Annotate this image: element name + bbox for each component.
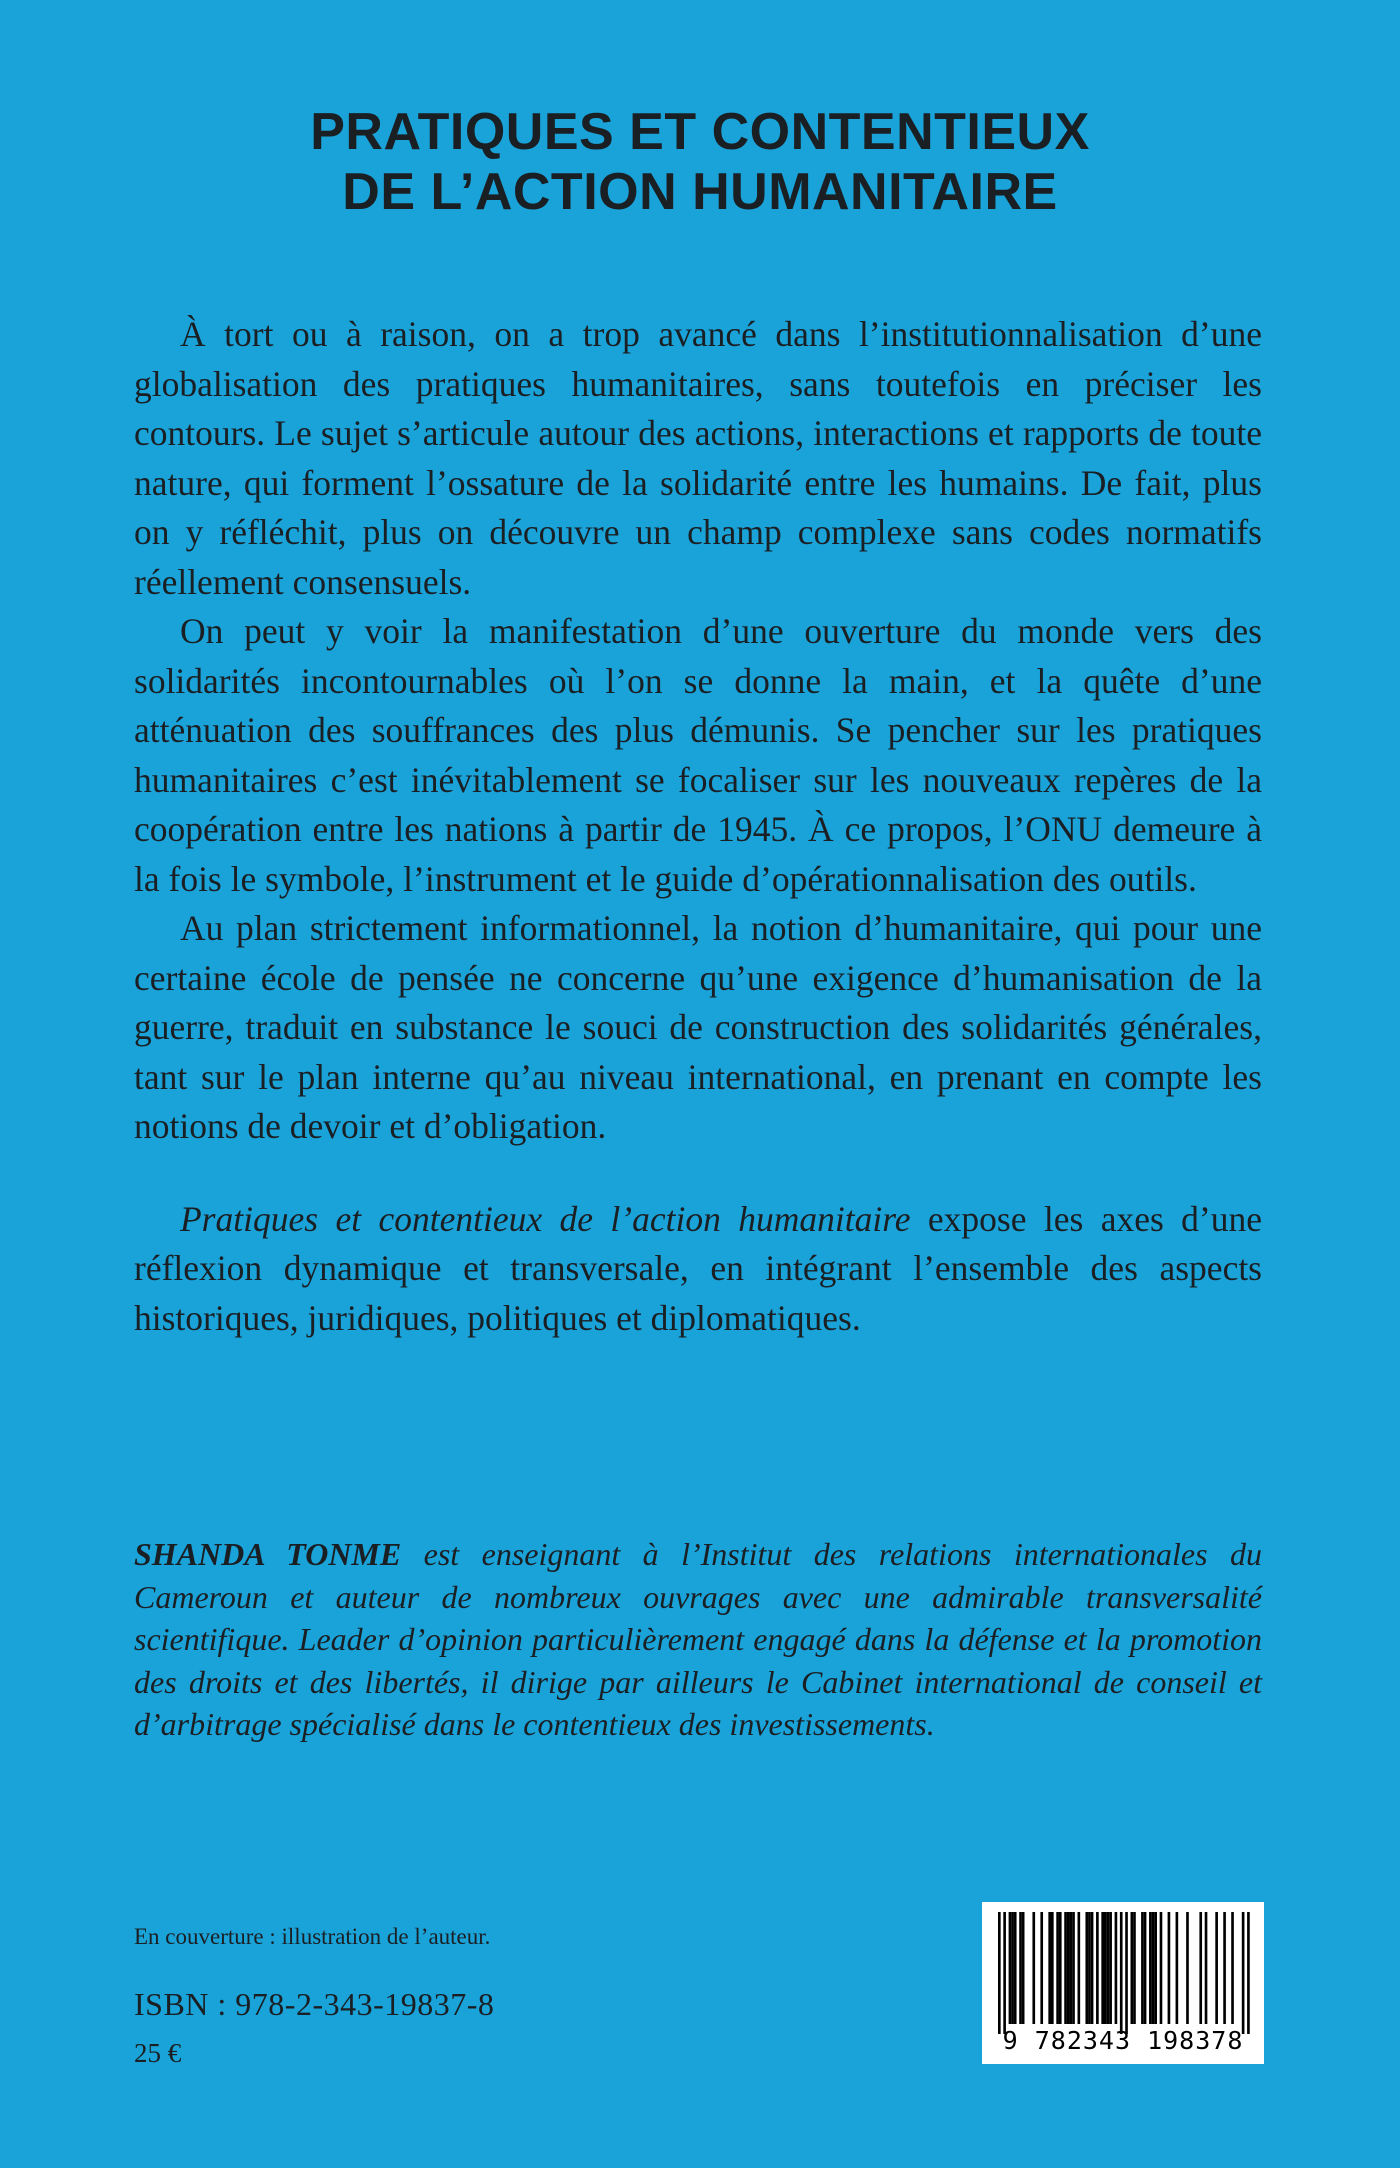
barcode-bar (998, 1912, 1001, 2034)
book-title (0, 102, 1400, 222)
barcode-bar (1070, 1912, 1073, 2024)
barcode-bar (1205, 1912, 1208, 2024)
barcode-bar (1199, 1912, 1202, 2024)
barcode-bar (1223, 1912, 1226, 2024)
summary-text (134, 310, 1262, 1343)
isbn: ISBN : 978-2-343-19837-8 (134, 1986, 495, 2022)
barcode-bar (1085, 1912, 1088, 2024)
barcode-bar (1019, 1912, 1022, 2024)
summary-paragraph-4 (134, 1195, 1262, 1344)
barcode-bar (1072, 1912, 1075, 2024)
barcode-bar (1231, 1912, 1234, 2024)
author-bio (134, 1533, 1262, 1746)
barcode-bar (1242, 1912, 1245, 2034)
barcode-bar (1009, 1912, 1012, 2024)
barcode-bar (1149, 1912, 1152, 2024)
barcode-bar (1014, 1912, 1017, 2024)
barcode-bar (1141, 1912, 1144, 2024)
summary-paragraph-4-rest: expose les axes d’une réflexion dynamique et transversale, en intégrant l’ensemble des aspects historiques, juridiques, politiques et diplomatiques. (134, 1198, 1263, 1338)
barcode-bar (1032, 1912, 1035, 2024)
book-title-line-2: DE L’ACTION HUMANITAIRE (342, 163, 1058, 221)
barcode-bar (1120, 1912, 1123, 2034)
barcode-bar (1096, 1912, 1099, 2024)
barcode-bar (1144, 1912, 1147, 2024)
barcode (982, 1902, 1264, 2064)
summary-paragraph-1: À tort ou à raison, on a trop avancé dans l’institutionnalisation d’une globalisation des pratiques humanitaires, sans toutefois en préciser les contours. Le sujet s’articule autour des actions, interactions et rapports de toute nature, qui forment l’ossature de la solidarité entre les humains. De fait, plus on y réfléchit, plus on découvre un champ complexe sans codes normatifs réellement consensuels. (134, 314, 1262, 602)
author-bio-text: est enseignant à l’Institut des relations internationales du Cameroun et auteur de nombreux ouvrages avec une admirable transversalité scientifique. Leader d’opinion particulièrement engagé dans la défense et la promotion des droits et des libertés, il dirige par ailleurs le Cabinet international de conseil et d’arbitrage spécialisé dans le contentieux des investissements. (134, 1536, 1263, 1742)
barcode-bar (1040, 1912, 1043, 2024)
author-name: SHANDA TONME (134, 1536, 402, 1572)
barcode-bar (1056, 1912, 1059, 2024)
barcode-bar (1247, 1912, 1250, 2034)
barcode-bar (1109, 1912, 1112, 2024)
barcode-bar (1022, 1912, 1025, 2024)
barcode-bar (1186, 1912, 1189, 2024)
book-title-line-1: PRATIQUES ET CONTENTIEUX (310, 103, 1090, 161)
barcode-bar (1133, 1912, 1136, 2024)
barcode-bar (1107, 1912, 1110, 2024)
barcode-bar (1215, 1912, 1218, 2024)
barcode-bar (1131, 1912, 1134, 2024)
summary-paragraph-3: Au plan strictement informationnel, la notion d’humanitaire, qui pour une certaine école de pensée ne concerne qu’une exigence d’humanisation de la guerre, traduit en substance le souci de construction des solidarités générales, tant sur le plan interne qu’au niveau international, en prenant en compte les notions de devoir et d’obligation. (134, 908, 1262, 1146)
barcode-bar (1176, 1912, 1179, 2024)
barcode-bar (1067, 1912, 1070, 2024)
barcode-bar (1088, 1912, 1091, 2024)
barcode-bar (1059, 1912, 1062, 2024)
barcode-bar (1003, 1912, 1006, 2034)
barcode-bar (1078, 1912, 1081, 2024)
summary-paragraph-2: On peut y voir la manifestation d’une ouverture du monde vers des solidarités incontournables où l’on se donne la main, et la quête d’une atténuation des souffrances des plus démunis. Se pencher sur les pratiques humanitaires c’est inévitablement se focaliser sur les nouveaux repères de la coopération entre les nations à partir de 1945. À ce propos, l’ONU demeure à la fois le symbole, l’instrument et le guide d’opérationnalisation des outils. (134, 611, 1262, 899)
barcode-bar (1115, 1912, 1118, 2024)
barcode-bar (1154, 1912, 1157, 2024)
barcode-bar (1101, 1912, 1104, 2024)
barcode-bar (1051, 1912, 1054, 2024)
barcode-bar (1011, 1912, 1014, 2024)
price: 25 € (134, 2038, 182, 2068)
barcode-bar (1064, 1912, 1067, 2024)
barcode-bar (1152, 1912, 1155, 2024)
barcode-bar (1125, 1912, 1128, 2034)
barcode-bar (1048, 1912, 1051, 2024)
barcode-bar (1160, 1912, 1163, 2024)
cover-credit: En couverture : illustration de l’auteur. (134, 1924, 491, 1949)
barcode-bar (1091, 1912, 1094, 2024)
book-title-italic: Pratiques et contentieux de l’action humanitaire (180, 1198, 911, 1239)
barcode-bar (1104, 1912, 1107, 2024)
barcode-bar (1168, 1912, 1171, 2024)
barcode-digits: 9 782343 198378 (1002, 2026, 1244, 2055)
